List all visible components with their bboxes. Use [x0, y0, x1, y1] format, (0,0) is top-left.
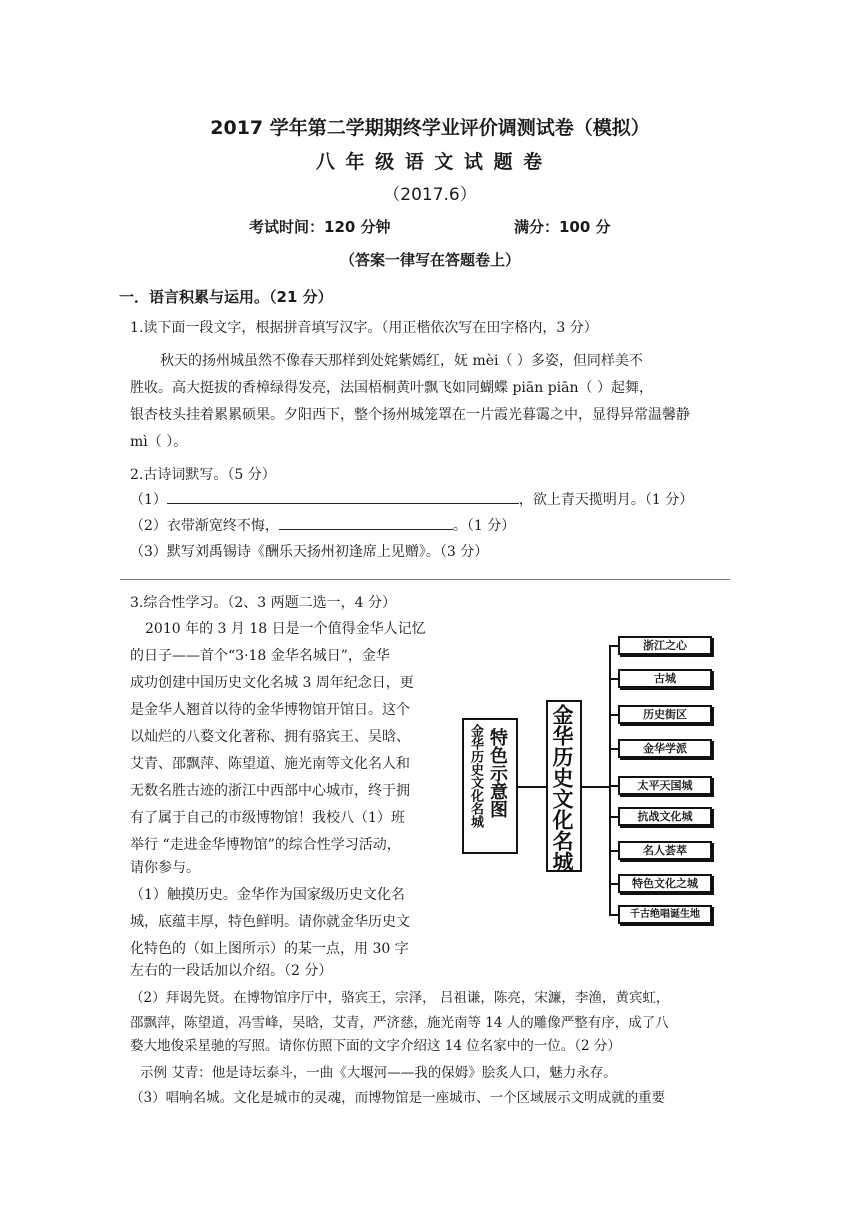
exam-subtitle: 八 年 级 语 文 试 题 卷	[315, 151, 545, 173]
exam-title: 2017 学年第二学期期终学业评价调测试卷（模拟）	[210, 117, 650, 139]
q3-sub1-line: 化特色的（如上图所示）的某一点，用 30 字	[130, 941, 409, 957]
q3-sub2-line: 邵飘萍，陈望道，冯雪峰，吴晗，艾青，严济慈，施光南等 14 人的雕像严整有序，成了八	[130, 1015, 669, 1031]
q3-para-line: 无数名胜古迹的浙江中西部中心城市，终于拥	[130, 783, 410, 799]
q2-item-1	[130, 489, 693, 509]
diagram-node: 太平天国城	[618, 776, 712, 795]
q3-para-line: 请你参与。	[130, 860, 200, 876]
q2-item-3: （3）默写刘禹锡诗《酬乐天扬州初逢席上见赠》。（3 分）	[130, 544, 489, 560]
q3-example: 示例 艾青：他是诗坛泰斗，一曲《大堰河——我的保姆》脍炙人口，魅力永存。	[140, 1065, 617, 1081]
q3-sub1-line: 左右的一段话加以介绍。（2 分）	[130, 963, 333, 979]
diagram-node: 特色文化之城	[618, 874, 712, 893]
exam-time: 考试时间：120 分钟	[249, 218, 391, 236]
answer-note: （答案一律写在答题卷上）	[339, 251, 520, 269]
diagram-node: 历史街区	[618, 705, 712, 724]
q2-item-2-head: （2）衣带渐宽终不悔，	[130, 518, 279, 534]
q3-prompt: 3.综合性学习。（2、3 两题二选一，4 分）	[130, 595, 396, 611]
q3-para-line: 以灿烂的八婺文化著称、拥有骆宾王、吴晗、	[130, 729, 410, 745]
diagram-title-col2: 特色示意图	[487, 728, 508, 818]
q3-sub1-line: （1）触摸历史。金华作为国家级历史文化名	[130, 887, 405, 903]
q1-line: mì（ ）。	[130, 434, 188, 450]
q3-para-line: 有了属于自己的市级博物馆！我校八（1）班	[130, 810, 405, 826]
diagram-center-label: 金华历史文化名城	[550, 704, 574, 872]
q1-line: 银杏枝头挂着累累硕果。夕阳西下，整个扬州城笼罩在一片霞光暮霭之中，显得异常温馨静	[130, 407, 690, 423]
q2-item-1-label: （1）	[130, 492, 167, 508]
q1-line: 秋天的扬州城虽然不像春天那样到处姹紫嫣红，妩 mèi（ ）多姿，但同样美不	[160, 353, 643, 369]
q3-sub3-line: （3）唱响名城。文化是城市的灵魂，而博物馆是一座城市、一个区域展示文明成就的重要	[130, 1090, 666, 1106]
diagram-trunk	[609, 645, 611, 916]
q2-item-1-tail: ，欲上青天揽明月。（1 分）	[518, 492, 694, 508]
divider	[120, 579, 730, 580]
diagram-node: 抗战文化城	[618, 807, 712, 826]
q3-para-line: 成功创建中国历史文化名城 3 周年纪念日，更	[130, 675, 414, 691]
q2-item-2-tail: 。（1 分）	[452, 518, 516, 534]
diagram-node: 浙江之心	[618, 636, 712, 655]
q3-sub1-line: 城，底蕴丰厚，特色鲜明。请你就金华历史文	[130, 914, 410, 930]
diagram-title-col1: 金华历史文化名城	[468, 724, 483, 828]
q3-para-line: 是金华人翘首以待的金华博物馆开馆日。这个	[130, 702, 410, 718]
q2-item-2	[130, 515, 515, 535]
diagram-node: 千古绝唱诞生地	[618, 905, 712, 924]
q3-para-line: 的日子——首个“3·18 金华名城日”，金华	[130, 648, 390, 664]
diagram-node: 金华学派	[618, 739, 712, 758]
answer-blank	[279, 515, 453, 530]
section-heading: 一．语言积累与运用。（21 分）	[119, 288, 333, 306]
q2-prompt: 2.古诗词默写。（5 分）	[130, 467, 276, 483]
q3-para-line: 2010 年的 3 月 18 日是一个值得金华人记忆	[145, 621, 426, 637]
exam-full-score: 满分：100 分	[514, 218, 611, 236]
q3-sub2-line: 婺大地俊采星驰的写照。请你仿照下面的文字介绍这 14 位名家中的一位。（2 分）	[130, 1038, 621, 1054]
diagram-node: 古城	[618, 669, 712, 688]
connector	[580, 786, 610, 788]
connector	[516, 786, 546, 788]
q1-prompt: 1.读下面一段文字，根据拼音填写汉字。（用正楷依次写在田字格内，3 分）	[130, 320, 598, 336]
q3-sub2-line: （2）拜谒先贤。在博物馆序厅中，骆宾王，宗泽， 吕祖谦，陈亮，宋濂，李渔，黄宾虹，	[130, 990, 670, 1006]
diagram-node: 名人荟萃	[618, 841, 712, 860]
q3-para-line: 艾青、邵飘萍、陈望道、施光南等文化名人和	[130, 756, 410, 772]
answer-blank	[167, 489, 519, 504]
q3-para-line: 举行 “走进金华博物馆”的综合性学习活动，	[130, 837, 401, 853]
exam-date: （2017.6）	[383, 185, 477, 205]
q1-line: 胜收。高大挺拔的香樟绿得发亮，法国梧桐黄叶飘飞如同蝴蝶 piān piān（ ）起舞，	[130, 380, 653, 396]
